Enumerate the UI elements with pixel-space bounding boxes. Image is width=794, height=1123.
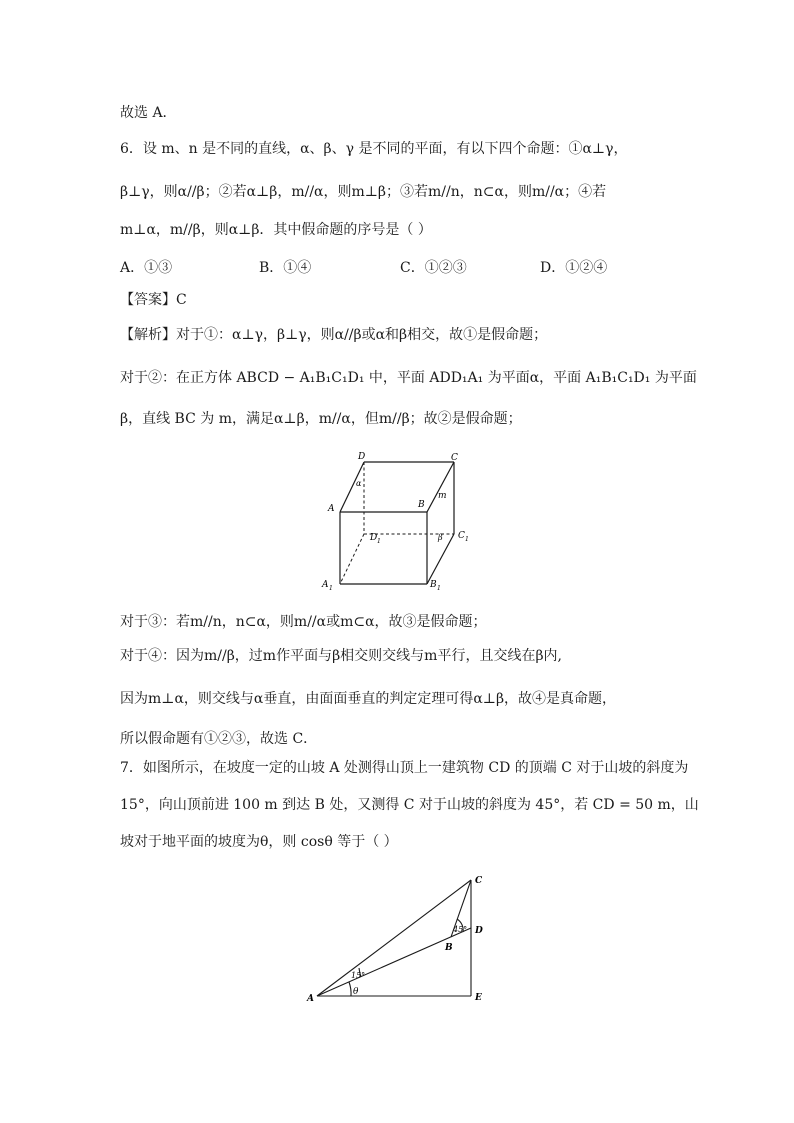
angle-15-label: 15° [351, 971, 366, 980]
analysis-text: 对于②：在正方体 ABCD − A₁B₁C₁D₁ 中，平面 ADD₁A₁ 为平面α，平面 A₁B₁C₁D₁ 为平面 [120, 370, 697, 386]
slope-label-d: D [475, 926, 483, 936]
slope-label-c: C [475, 876, 483, 886]
question-6-stem: β⊥γ，则α//β；②若α⊥β，m//α，则m⊥β；③若m//n，n⊂α，则m//α；④若 [120, 184, 607, 200]
cube-figure [320, 448, 490, 598]
analysis-text: 【解析】对于①：α⊥γ，β⊥γ，则α//β或α和β相交，故①是假命题； [120, 327, 548, 343]
analysis-text: β，直线 BC 为 m，满足α⊥β，m//α，但m//β；故②是假命题； [120, 411, 522, 427]
cube-subscript: 1 [377, 538, 381, 545]
question-6-stem: m⊥α，m//β，则α⊥β．其中假命题的序号是（ ） [120, 222, 432, 238]
option-d: D．①②④ [540, 260, 608, 276]
cube-label-beta: β [438, 533, 443, 542]
angle-45-label: 45° [453, 925, 468, 934]
option-c: C．①②③ [400, 260, 467, 276]
slope-figure [305, 870, 495, 1010]
cube-subscript: 1 [329, 585, 333, 592]
cube-label-m: m [438, 491, 447, 501]
analysis-text: 所以假命题有①②③，故选 C． [120, 731, 318, 747]
cube-label-c1: C [458, 531, 465, 541]
cube-label-b: B [418, 500, 425, 510]
cube-label-d1: D [370, 533, 378, 543]
slope-label-b: B [445, 943, 453, 953]
text-line: 故选 A． [120, 105, 177, 121]
cube-label-d: D [358, 452, 366, 462]
analysis-text: 因为m⊥α，则交线与α垂直，由面面垂直的判定定理可得α⊥β，故④是真命题， [120, 691, 617, 707]
question-6-stem: 6．设 m、n 是不同的直线，α、β、γ 是不同的平面，有以下四个命题：①α⊥γ， [120, 141, 628, 157]
question-7-stem: 7．如图所示，在坡度一定的山坡 A 处测得山顶上一建筑物 CD 的顶端 C 对于山坡的斜度为 [120, 760, 689, 776]
option-a: A．①③ [120, 260, 173, 276]
angle-theta-label: θ [353, 987, 359, 997]
question-7-stem: 15°，向山顶前进 100 m 到达 B 处，又测得 C 对于山坡的斜度为 45°，若 CD = 50 m，山 [120, 797, 699, 813]
cube-subscript: 1 [437, 585, 441, 592]
analysis-text: 对于③：若m//n，n⊂α，则m//α或m⊂α，故③是假命题； [120, 614, 487, 630]
cube-label-alpha: α [356, 479, 362, 488]
slope-label-a: A [307, 994, 314, 1004]
cube-label-c: C [451, 453, 458, 463]
cube-subscript: 1 [465, 536, 469, 543]
cube-label-a: A [328, 504, 335, 514]
analysis-text: 对于④：因为m//β，过m作平面与β相交则交线与m平行，且交线在β内, [120, 648, 562, 664]
cube-label-b1: B [430, 580, 437, 590]
option-b: B．①④ [259, 260, 312, 276]
slope-label-e: E [475, 993, 482, 1003]
answer-label: 【答案】C [120, 292, 187, 308]
cube-label-a1: A [322, 580, 329, 590]
question-7-stem: 坡对于地平面的坡度为θ，则 cosθ 等于（ ） [120, 834, 398, 850]
